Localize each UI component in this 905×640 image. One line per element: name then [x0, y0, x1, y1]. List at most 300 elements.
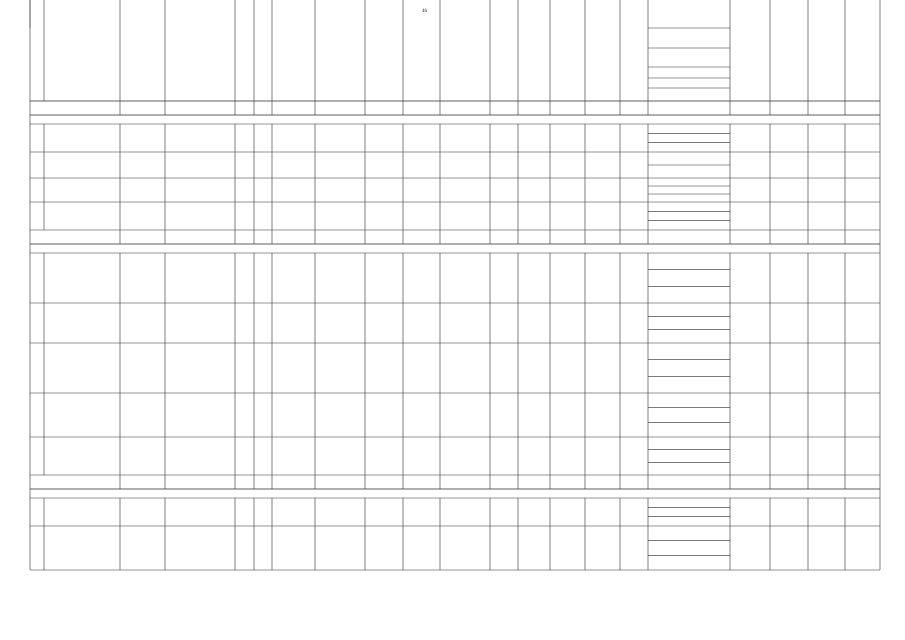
subtotal-cell	[809, 476, 844, 488]
row-z1	[491, 344, 517, 352]
row-year	[121, 203, 164, 211]
row-z4	[621, 499, 647, 507]
row-mat	[166, 438, 234, 446]
subtotal-cell	[255, 476, 271, 488]
row-n	[31, 179, 43, 187]
row-year	[121, 179, 164, 187]
row-z2	[519, 344, 549, 352]
row-tot	[586, 438, 619, 446]
row-z3	[551, 527, 584, 535]
work-item	[649, 68, 729, 77]
row-z3	[551, 394, 584, 402]
subtotal-cell	[121, 476, 164, 488]
work-item	[649, 222, 729, 229]
row-cost	[441, 438, 489, 446]
row-n	[31, 394, 43, 402]
row-a3	[366, 394, 402, 402]
work-item	[649, 271, 729, 286]
subtotal-cell	[273, 476, 314, 488]
row-z3	[551, 125, 584, 133]
subtotal-cell	[121, 231, 164, 243]
subtotal-cell	[236, 102, 253, 114]
row-tot	[586, 344, 619, 352]
row-a3	[366, 438, 402, 446]
row-a1	[273, 153, 314, 161]
row-z2	[519, 499, 549, 507]
row-tot	[586, 499, 619, 507]
subtotal-cell	[316, 102, 364, 114]
subtotal-cell	[404, 102, 439, 114]
row-a3	[366, 304, 402, 312]
subtotal-cell	[731, 102, 769, 114]
row-a2	[316, 304, 364, 312]
subtotal-cell	[809, 102, 844, 114]
row-z2	[519, 153, 549, 161]
subtotal-cell	[404, 476, 439, 488]
row-z4	[621, 125, 647, 133]
row-tot	[586, 153, 619, 161]
row-z4	[621, 203, 647, 211]
subtotal-label	[31, 476, 119, 488]
page-number: 46	[422, 9, 427, 14]
subtotal-cell	[491, 102, 517, 114]
row-a2	[316, 438, 364, 446]
row-fl	[236, 304, 253, 312]
row-year	[121, 344, 164, 352]
subtotal-cell	[316, 476, 364, 488]
row-a2	[316, 344, 364, 352]
row-dt	[846, 276, 879, 281]
work-item	[649, 49, 729, 66]
row-a3	[366, 203, 402, 211]
row-cost	[441, 527, 489, 535]
row-fl	[236, 438, 253, 446]
subtotal-cell	[586, 476, 619, 488]
row-cost	[441, 203, 489, 211]
subtotal-cell	[441, 476, 489, 488]
row-a1	[273, 125, 314, 133]
row-z2	[519, 254, 549, 262]
work-item	[649, 254, 729, 269]
row-mat	[166, 179, 234, 187]
row-a3	[366, 153, 402, 161]
row-addr	[45, 254, 119, 263]
row-ppl	[404, 153, 439, 161]
work-item	[649, 317, 729, 328]
row-mat	[166, 254, 234, 262]
row-a2	[316, 254, 364, 262]
row-mat	[166, 394, 234, 402]
work-item	[649, 187, 729, 193]
work-item	[649, 508, 729, 515]
row-dt	[846, 214, 879, 219]
row-dt	[846, 413, 879, 418]
subtotal-cell	[771, 231, 807, 243]
row-a2	[316, 499, 364, 507]
subtotal-cell	[731, 231, 769, 243]
row-cost	[441, 153, 489, 161]
row-a3	[366, 179, 402, 187]
work-item	[649, 423, 729, 436]
row-u1	[771, 413, 807, 418]
row-z1	[491, 125, 517, 133]
row-z3	[551, 203, 584, 211]
row-fl	[236, 527, 253, 535]
work-item	[649, 377, 729, 392]
subtotal-cell	[771, 476, 807, 488]
row-a3	[366, 527, 402, 535]
row-z3	[551, 254, 584, 262]
row-u2	[809, 276, 844, 281]
row-year	[121, 254, 164, 262]
subtotal-cell	[491, 231, 517, 243]
row-a2	[316, 153, 364, 161]
subtotal-cell	[441, 102, 489, 114]
work-item	[649, 153, 729, 164]
row-addr	[45, 125, 119, 134]
row-z1	[491, 179, 517, 187]
row-dt	[846, 188, 879, 193]
row-z2	[519, 179, 549, 187]
subtotal-cell	[166, 231, 234, 243]
row-z4	[621, 153, 647, 161]
row-tot	[586, 394, 619, 402]
row-cnt	[731, 366, 769, 371]
row-a2	[316, 179, 364, 187]
row-ppl	[404, 438, 439, 446]
row-a2	[316, 394, 364, 402]
row-u1	[771, 214, 807, 219]
row-cnt	[731, 214, 769, 219]
row-addr	[45, 203, 119, 212]
row-ppl	[404, 203, 439, 211]
row-tot	[586, 254, 619, 262]
row-a1	[273, 527, 314, 535]
row-z1	[491, 304, 517, 312]
row-a3	[366, 344, 402, 352]
subtotal-cell	[846, 231, 879, 243]
subtotal-cell	[551, 476, 584, 488]
subtotal-cell	[519, 102, 549, 114]
row-ent	[255, 153, 271, 161]
work-item	[649, 179, 729, 185]
row-z4	[621, 527, 647, 535]
row-a2	[316, 527, 364, 535]
row-z1	[491, 499, 517, 507]
row-z2	[519, 304, 549, 312]
row-z4	[621, 254, 647, 262]
row-cnt	[731, 136, 769, 141]
row-dt	[846, 136, 879, 141]
subtotal-cell	[846, 102, 879, 114]
row-mat	[166, 527, 234, 535]
subtotal-cell	[236, 476, 253, 488]
subtotal-label	[31, 102, 119, 114]
row-ent	[255, 527, 271, 535]
row-ppl	[404, 499, 439, 507]
row-ent	[255, 254, 271, 262]
row-fl	[236, 153, 253, 161]
row-ppl	[404, 125, 439, 133]
row-a1	[273, 499, 314, 507]
subtotal-cell	[586, 231, 619, 243]
work-item	[649, 518, 729, 525]
subtotal-cell	[273, 102, 314, 114]
row-a2	[316, 125, 364, 133]
row-u2	[809, 366, 844, 371]
row-a1	[273, 394, 314, 402]
row-fl	[236, 499, 253, 507]
subtotal-cell	[586, 102, 619, 114]
row-cost	[441, 179, 489, 187]
row-ent	[255, 394, 271, 402]
row-cost	[441, 125, 489, 133]
row-z4	[621, 344, 647, 352]
subtotal-cell	[649, 476, 729, 488]
work-item	[649, 29, 729, 47]
row-z3	[551, 179, 584, 187]
row-ppl	[404, 344, 439, 352]
work-item	[649, 134, 729, 141]
work-item	[649, 331, 729, 342]
row-u1	[771, 546, 807, 551]
work-item	[649, 463, 729, 474]
row-cnt	[731, 510, 769, 515]
row-z3	[551, 153, 584, 161]
row-z3	[551, 304, 584, 312]
row-cnt	[731, 546, 769, 551]
row-z3	[551, 499, 584, 507]
row-z1	[491, 438, 517, 446]
row-ppl	[404, 179, 439, 187]
subtotal-cell	[273, 231, 314, 243]
work-item	[649, 89, 729, 100]
subtotal-cell	[166, 102, 234, 114]
row-mat	[166, 125, 234, 133]
subtotal-cell	[621, 231, 647, 243]
subtotal-cell	[236, 231, 253, 243]
work-item	[649, 499, 729, 506]
row-z4	[621, 438, 647, 446]
row-year	[121, 153, 164, 161]
row-u2	[809, 163, 844, 168]
row-year	[121, 438, 164, 446]
row-cnt	[731, 413, 769, 418]
row-fl	[236, 394, 253, 402]
row-fl	[236, 344, 253, 352]
row-cnt	[731, 188, 769, 193]
subtotal-cell	[846, 476, 879, 488]
row-z2	[519, 527, 549, 535]
row-year	[121, 125, 164, 133]
row-fl	[236, 203, 253, 211]
subtotal-cell	[771, 102, 807, 114]
work-item	[649, 344, 729, 359]
row-u2	[809, 546, 844, 551]
row-z1	[491, 203, 517, 211]
row-dt	[846, 546, 879, 551]
subtotal-cell	[366, 231, 402, 243]
row-cost	[441, 394, 489, 402]
row-u2	[809, 454, 844, 459]
row-n	[31, 153, 43, 161]
row-a2	[316, 203, 364, 211]
row-u1	[771, 454, 807, 459]
row-a1	[273, 203, 314, 211]
row-mat	[166, 153, 234, 161]
subtotal-cell	[621, 476, 647, 488]
row-a3	[366, 499, 402, 507]
row-n	[31, 304, 43, 312]
row-mat	[166, 499, 234, 507]
row-u1	[771, 136, 807, 141]
subtotal-cell	[441, 231, 489, 243]
row-cost	[441, 344, 489, 352]
subtotal-cell	[404, 231, 439, 243]
row-u2	[809, 136, 844, 141]
row-addr	[45, 304, 119, 313]
row-tot	[586, 304, 619, 312]
row-z4	[621, 394, 647, 402]
row-ent	[255, 179, 271, 187]
subtotal-cell	[551, 231, 584, 243]
subtotal-cell	[649, 102, 729, 114]
subtotal-cell	[121, 102, 164, 114]
row-n	[31, 499, 43, 507]
work-item	[649, 361, 729, 376]
row-addr	[45, 438, 119, 447]
subtotal-cell	[809, 231, 844, 243]
row-cnt	[731, 163, 769, 168]
subtotal-cell	[366, 102, 402, 114]
work-item	[649, 527, 729, 540]
work-item	[649, 287, 729, 302]
row-cost	[441, 499, 489, 507]
row-ppl	[404, 304, 439, 312]
row-fl	[236, 179, 253, 187]
subtotal-label	[31, 231, 119, 243]
row-a1	[273, 179, 314, 187]
row-year	[121, 394, 164, 402]
row-ppl	[404, 254, 439, 262]
row-addr	[45, 499, 119, 508]
row-z1	[491, 527, 517, 535]
work-item	[649, 166, 729, 177]
row-a1	[273, 254, 314, 262]
row-u1	[771, 163, 807, 168]
row-z4	[621, 304, 647, 312]
row-u2	[809, 413, 844, 418]
row-ent	[255, 125, 271, 133]
subtotal-cell	[366, 476, 402, 488]
row-dt	[846, 366, 879, 371]
subtotal-cell	[649, 231, 729, 243]
row-a1	[273, 344, 314, 352]
row-u2	[809, 321, 844, 326]
work-item	[649, 556, 729, 569]
row-year	[121, 527, 164, 535]
work-item	[649, 409, 729, 422]
row-tot	[586, 203, 619, 211]
row-u1	[771, 188, 807, 193]
work-item	[649, 212, 729, 219]
row-ppl	[404, 394, 439, 402]
row-tot	[586, 179, 619, 187]
row-z3	[551, 438, 584, 446]
row-ent	[255, 438, 271, 446]
row-ent	[255, 499, 271, 507]
row-z2	[519, 125, 549, 133]
row-tot	[586, 125, 619, 133]
work-item	[649, 451, 729, 462]
row-dt	[846, 321, 879, 326]
row-a1	[273, 438, 314, 446]
row-u1	[771, 366, 807, 371]
row-cost	[441, 304, 489, 312]
row-z1	[491, 153, 517, 161]
row-n	[31, 527, 43, 535]
row-a3	[366, 125, 402, 133]
row-addr	[45, 394, 119, 403]
work-item	[649, 304, 729, 315]
row-u1	[771, 510, 807, 515]
row-dt	[846, 163, 879, 168]
row-cost	[441, 254, 489, 262]
row-u1	[771, 276, 807, 281]
row-z3	[551, 344, 584, 352]
row-n	[31, 203, 43, 211]
subtotal-cell	[621, 102, 647, 114]
row-cnt	[731, 276, 769, 281]
row-ent	[255, 203, 271, 211]
row-z1	[491, 254, 517, 262]
subtotal-cell	[519, 231, 549, 243]
work-item	[649, 125, 729, 132]
subtotal-cell	[551, 102, 584, 114]
row-z2	[519, 438, 549, 446]
row-z1	[491, 394, 517, 402]
subtotal-cell	[316, 231, 364, 243]
row-year	[121, 304, 164, 312]
subtotal-cell	[166, 476, 234, 488]
row-u2	[809, 510, 844, 515]
row-addr	[45, 153, 119, 162]
work-item	[649, 144, 729, 151]
subtotal-cell	[255, 102, 271, 114]
row-n	[31, 438, 43, 446]
row-year	[121, 499, 164, 507]
work-item	[649, 195, 729, 201]
row-cnt	[731, 321, 769, 326]
subtotal-cell	[731, 476, 769, 488]
row-ent	[255, 304, 271, 312]
row-tot	[586, 527, 619, 535]
row-dt	[846, 454, 879, 459]
row-fl	[236, 254, 253, 262]
row-z4	[621, 179, 647, 187]
row-addr	[45, 527, 119, 536]
row-mat	[166, 304, 234, 312]
row-ent	[255, 344, 271, 352]
work-item	[649, 203, 729, 210]
row-n	[31, 125, 43, 133]
row-mat	[166, 203, 234, 211]
work-item	[649, 394, 729, 407]
row-z2	[519, 203, 549, 211]
subtotal-cell	[491, 476, 517, 488]
row-a3	[366, 254, 402, 262]
work-item	[649, 542, 729, 555]
